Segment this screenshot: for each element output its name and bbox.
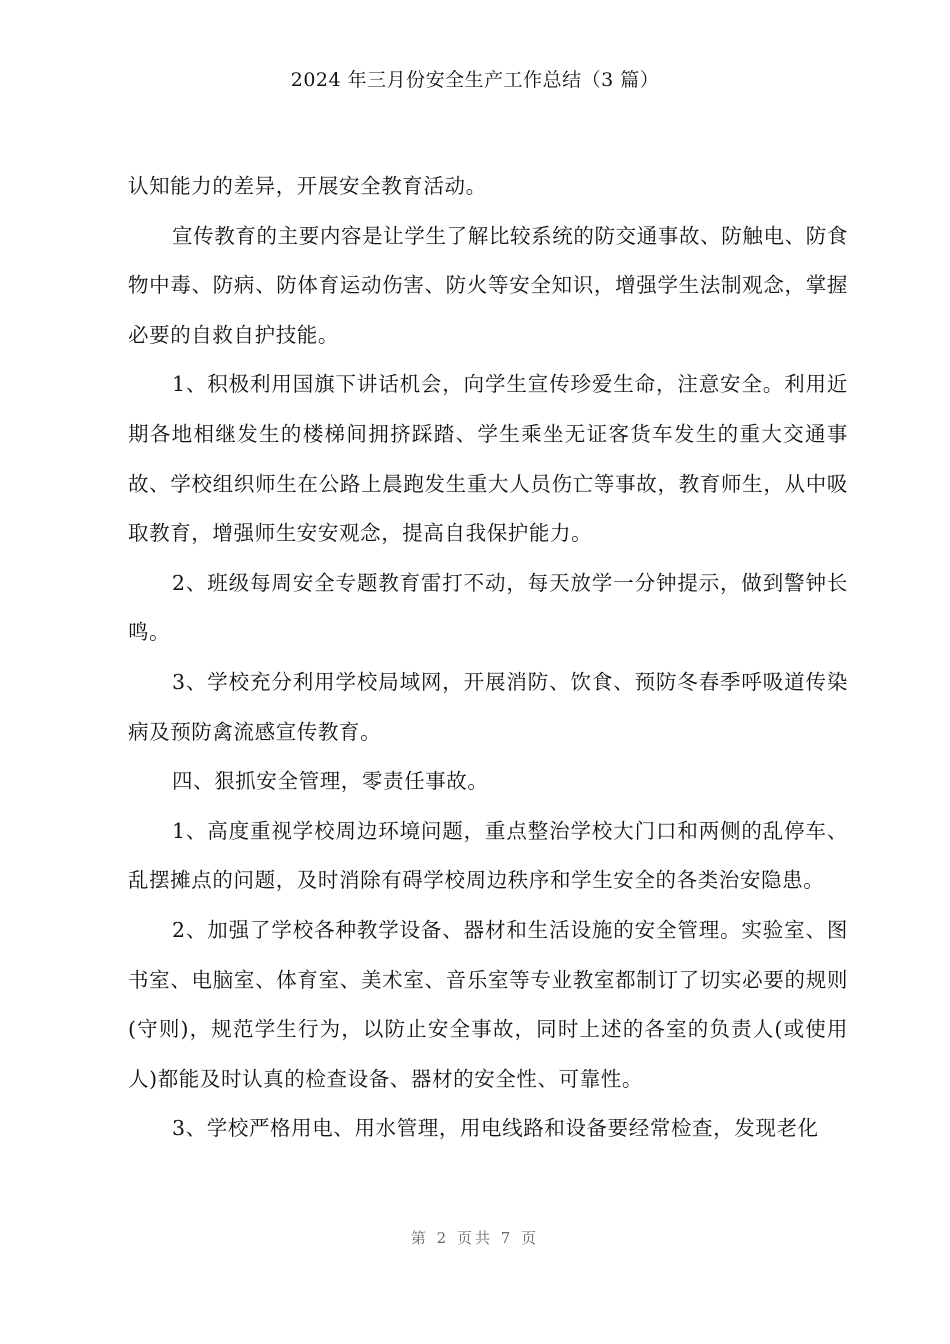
paragraph-management-1: 1、高度重视学校周边环境问题，重点整治学校大门口和两侧的乱停车、乱摆摊点的问题，及时消除有碍学校周边秩序和学生安全的各类治安隐患。 [128,818,848,893]
paragraph-item-3: 3、学校充分利用学校局域网，开展消防、饮食、预防冬春季呼吸道传染病及预防禽流感宣传教育。 [128,669,848,744]
paragraph-item-1: 1、积极利用国旗下讲话机会，向学生宣传珍爱生命，注意安全。利用近期各地相继发生的楼梯间拥挤踩踏、学生乘坐无证客货车发生的重大交通事故、学校组织师生在公路上晨跑发生重大人员伤亡等事故，教育师生，从中吸取教育，增强师生安安观念，提高自我保护能力。 [128,372,848,546]
paragraph-continuation: 认知能力的差异，开展安全教育活动。 [128,174,487,198]
paragraph-education-content: 宣传教育的主要内容是让学生了解比较系统的防交通事故、防触电、防食物中毒、防病、防体育运动伤害、防火等安全知识，增强学生法制观念，掌握必要的自救自护技能。 [128,223,848,347]
page-footer: 第 2 页共 7 页 [410,1229,540,1247]
paragraph-management-3: 3、学校严格用电、用水管理，用电线路和设备要经常检查，发现老化 [172,1116,819,1141]
document-title: 2024 年三月份安全生产工作总结（3 篇） [290,69,660,91]
document-body [128,162,848,1154]
section-heading-4: 四、狠抓安全管理，零责任事故。 [172,769,489,794]
paragraph-management-2: 2、加强了学校各种教学设备、器材和生活设施的安全管理。实验室、图书室、电脑室、体育室、美术室、音乐室等专业教室都制订了切实必要的规则(守则)，规范学生行为，以防止安全事故，同时上述的各室的负责人(或使用人)都能及时认真的检查设备、器材的安全性、可靠性。 [128,917,848,1091]
paragraph-item-2: 2、班级每周安全专题教育雷打不动，每天放学一分钟提示，做到警钟长鸣。 [128,570,848,645]
